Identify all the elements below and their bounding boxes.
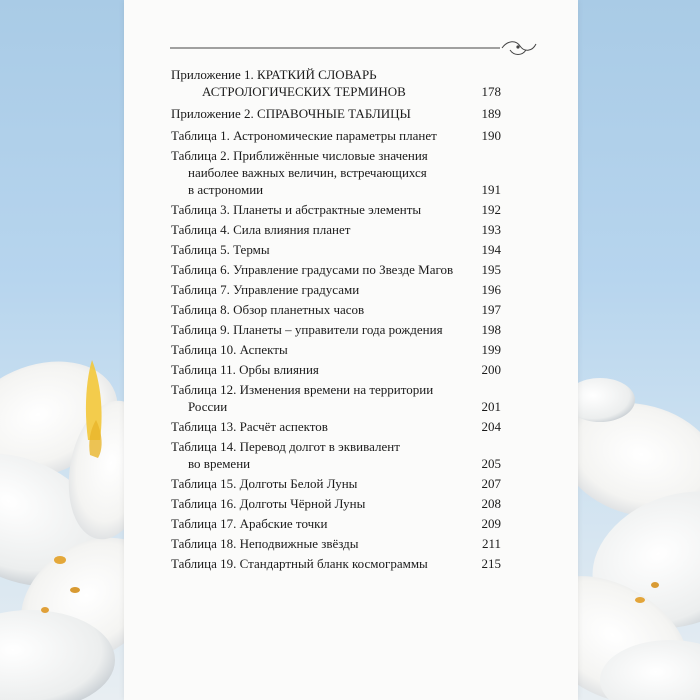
toc-entry-title-line: Таблица 16. Долготы Чёрной Луны	[171, 496, 366, 511]
toc-entry-title	[171, 535, 461, 552]
toc-entry-title-line: Таблица 3. Планеты и абстрактные элементы	[171, 202, 422, 217]
toc-entry-title-line: Таблица 14. Перевод долгот в эквивалент	[171, 439, 400, 454]
toc-entry-page-number: 178	[481, 84, 501, 99]
toc-entry	[171, 555, 501, 572]
toc-entry-page-number: 208	[481, 496, 501, 511]
toc-entry-title-line: Таблица 12. Изменения времени на территории	[171, 382, 434, 397]
toc-entry-title-line: Таблица 9. Планеты – управители года рождения	[171, 322, 443, 337]
toc-entry-title-line: Таблица 1. Астрономические параметры планет	[171, 128, 437, 143]
toc-entry-title	[171, 241, 461, 258]
toc-entry-title	[171, 221, 461, 238]
toc-entry-page-number: 195	[481, 262, 501, 277]
toc-entry-page-number: 196	[481, 282, 501, 297]
toc-entry-title-line: Таблица 11. Орбы влияния	[171, 362, 319, 377]
toc-entry	[171, 495, 501, 512]
toc-entry-page-number: 198	[481, 322, 501, 337]
toc-entry-title-line: Таблица 6. Управление градусами по Звезде Магов	[171, 262, 454, 277]
toc-entry-title-line: во времени	[188, 456, 251, 471]
toc-entry	[171, 515, 501, 532]
toc-entry-title-line: наиболее важных величин, встречающихся	[188, 165, 427, 180]
table-of-contents	[171, 66, 501, 575]
toc-entry-page-number: 199	[481, 342, 501, 357]
toc-entry-title-line: Таблица 2. Приближённые числовые значения	[171, 148, 428, 163]
toc-entry-page-number: 207	[481, 476, 501, 491]
toc-entry-page-number: 204	[481, 419, 501, 434]
toc-entry	[171, 261, 501, 278]
toc-entry-title	[171, 147, 461, 198]
toc-entry-title	[171, 105, 461, 122]
toc-entry-title-line: Таблица 10. Аспекты	[171, 342, 288, 357]
toc-entry-title-line: Таблица 15. Долготы Белой Луны	[171, 476, 358, 491]
toc-entry	[171, 127, 501, 144]
toc-entry	[171, 301, 501, 318]
toc-entry	[171, 241, 501, 258]
toc-entry	[171, 341, 501, 358]
toc-entry-title	[171, 438, 461, 472]
toc-entry-title	[171, 341, 461, 358]
toc-entry-title-line: Таблица 4. Сила влияния планет	[171, 222, 351, 237]
toc-entry-title-line: Приложение 1. КРАТКИЙ СЛОВАРЬ	[171, 67, 377, 82]
toc-entry-title-line: Таблица 19. Стандартный бланк космограммы	[171, 556, 428, 571]
toc-entry-title	[171, 301, 461, 318]
toc-entry-title	[171, 495, 461, 512]
toc-entry-title	[171, 475, 461, 492]
toc-entry-page-number: 192	[481, 202, 501, 217]
toc-entry	[171, 535, 501, 552]
toc-entry	[171, 281, 501, 298]
toc-entry-title	[171, 321, 461, 338]
toc-entry-title	[171, 201, 461, 218]
toc-entry-page-number: 200	[481, 362, 501, 377]
toc-entry-title-line: Таблица 8. Обзор планетных часов	[171, 302, 365, 317]
toc-entry-title-line: Таблица 18. Неподвижные звёзды	[171, 536, 359, 551]
toc-entry-title-line: Таблица 13. Расчёт аспектов	[171, 419, 328, 434]
toc-entry	[171, 66, 501, 100]
toc-entry-page-number: 191	[481, 182, 501, 197]
toc-entry	[171, 438, 501, 472]
toc-entry-title	[171, 555, 461, 572]
toc-entry-page-number: 190	[481, 128, 501, 143]
toc-entry-title-line: Таблица 7. Управление градусами	[171, 282, 360, 297]
toc-entry	[171, 147, 501, 198]
toc-entry-title	[171, 515, 461, 532]
toc-entry	[171, 105, 501, 122]
toc-entry-title-line: Приложение 2. СПРАВОЧНЫЕ ТАБЛИЦЫ	[171, 106, 411, 121]
toc-entry-page-number: 193	[481, 222, 501, 237]
toc-entry-page-number: 197	[481, 302, 501, 317]
toc-entry-title-line: России	[188, 399, 228, 414]
toc-entry-title	[171, 381, 461, 415]
toc-entry-title	[171, 261, 461, 278]
toc-entry	[171, 418, 501, 435]
toc-entry	[171, 221, 501, 238]
toc-entry-title	[171, 66, 461, 100]
toc-entry-title-line: Таблица 5. Термы	[171, 242, 270, 257]
toc-entry-page-number: 205	[481, 456, 501, 471]
book-page	[124, 0, 578, 700]
toc-entry-page-number: 201	[481, 399, 501, 414]
toc-entry	[171, 381, 501, 415]
toc-entry-title-line: в астрономии	[188, 182, 264, 197]
toc-entry-title	[171, 127, 461, 144]
toc-entry-page-number: 194	[481, 242, 501, 257]
toc-entry-title-line: АСТРОЛОГИЧЕСКИХ ТЕРМИНОВ	[202, 84, 406, 99]
toc-entry-title	[171, 418, 461, 435]
toc-entry-title	[171, 281, 461, 298]
decorative-divider-icon	[170, 38, 540, 58]
toc-entry-page-number: 189	[481, 106, 501, 121]
toc-entry-page-number: 209	[481, 516, 501, 531]
toc-entry	[171, 361, 501, 378]
toc-entry-page-number: 211	[481, 536, 501, 551]
toc-entry-title-line: Таблица 17. Арабские точки	[171, 516, 328, 531]
toc-entry	[171, 201, 501, 218]
toc-entry	[171, 475, 501, 492]
toc-entry-page-number: 215	[481, 556, 501, 571]
toc-entry	[171, 321, 501, 338]
toc-entry-title	[171, 361, 461, 378]
